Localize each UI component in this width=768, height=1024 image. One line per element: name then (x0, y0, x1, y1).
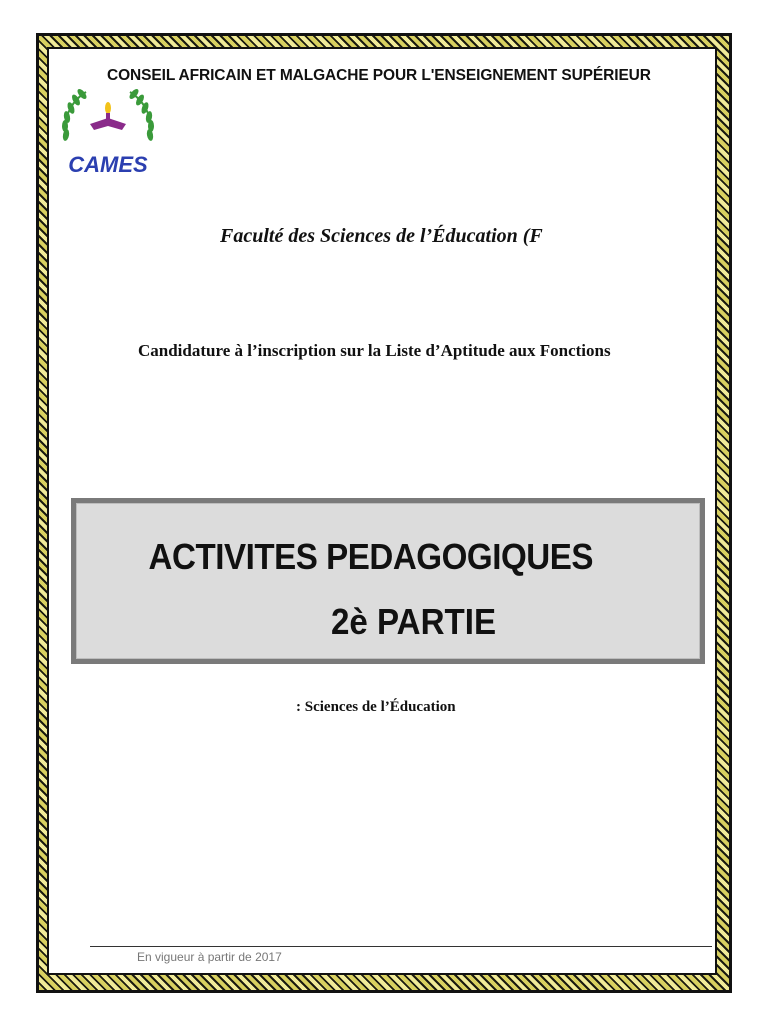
footer-divider (90, 946, 712, 947)
discipline-label: : Sciences de l’Éducation (296, 699, 456, 715)
laurel-left-icon (62, 87, 88, 141)
document-title: ACTIVITES PEDAGOGIQUES (148, 536, 593, 577)
footer-note: En vigueur à partir de 2017 (137, 950, 282, 964)
torch-book-icon (90, 102, 126, 130)
candidature-heading: Candidature à l’inscription sur la Liste d’Aptitude aux Fonctions (138, 341, 611, 360)
logo-text: CAMES (68, 152, 148, 177)
document-subtitle: 2è PARTIE (331, 601, 497, 642)
laurel-right-icon (128, 87, 154, 141)
faculty-name: Faculté des Sciences de l’Éducation (F (220, 225, 543, 247)
cames-logo (56, 80, 160, 186)
council-name: CONSEIL AFRICAIN ET MALGACHE POUR L'ENSEIGNEMENT SUPÉRIEUR (107, 67, 651, 84)
